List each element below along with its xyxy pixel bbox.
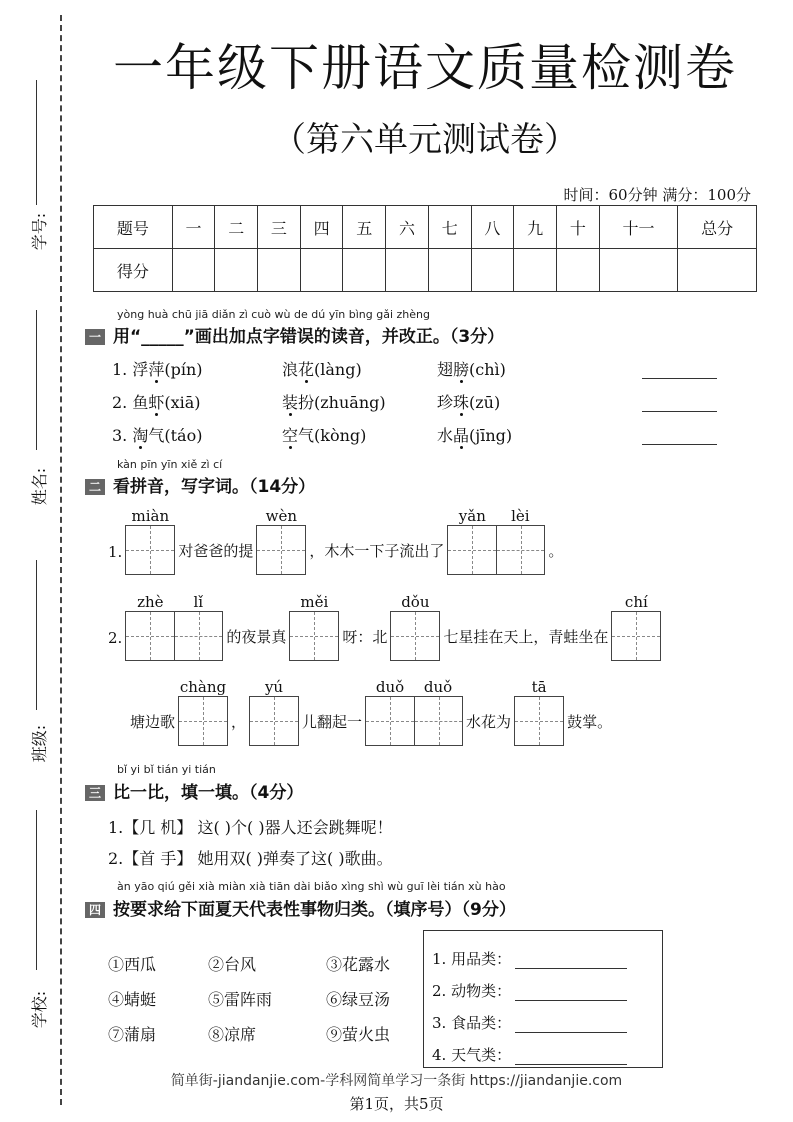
s2-text: 鼓掌。 xyxy=(567,713,613,731)
tianzige-boxes xyxy=(125,525,175,575)
pinyin: tā xyxy=(531,678,547,696)
emphasis-dot xyxy=(460,413,463,416)
summer-item: ⑥绿豆汤 xyxy=(326,990,391,1009)
category-answer-line[interactable] xyxy=(515,1064,627,1065)
writing-box[interactable] xyxy=(257,526,305,574)
s2-text: ， xyxy=(231,713,247,731)
pinyin: dǒu xyxy=(401,593,430,611)
category-label: 3. 食品类： xyxy=(432,1014,512,1032)
score-header-cell: 十一 xyxy=(599,206,678,249)
s1-pinyin: yòng huà chū jiā diǎn zì cuò wù de dú yīn bìng gǎi zhèng xyxy=(117,308,430,321)
s1-word: 空气(kòng) xyxy=(282,426,367,445)
time-score-info: 时间：60分钟 满分：100分 xyxy=(563,186,751,204)
emphasis-dot xyxy=(305,380,308,383)
exam-page: 学号: 姓名: 班级: 学校: 一年级下册语文质量检测卷 （第六单元测试卷） 时间：60分钟 满分：100分 题号 一 二 三 四 五 六 七 八 九 十 十一 总分 得分 yòng huà chū jiā diǎn zì cuò wù de dú yīn bìng gǎi zhèng 一 用“_____”画出加点字错误的读音，并改正。（3分） 1. 浮萍(pín) 浪花(làng) 翅膀(chì) 2. 鱼虾(xiā) 装扮(zhuāng) 珍珠(zū) 3. 淘气(táo) 空气(kòng) 水晶(jīng) kàn pīn yīn xiě zì cí 二 看拼音，写字词。（14分） 1. miàn 对爸爸的提 wèn ，木木一下子流出了 yǎn lèi 。 2. zhè lǐ 的夜景真 měi 呀：北 dǒu 七星挂在天上，青蛙坐在 chí 塘边歌 chàng ， yú 儿翻起一 duǒ duǒ 水花为 tā 鼓掌。 bǐ yi bǐ tián yi tián 三 比一比，填一填。（4分） 1.【几 机】 这( )个( )器人还会跳舞呢！ 2.【首 手】 她用双( )弹奏了这( )歌曲。 àn yāo qiú gěi xià miàn xià tiān dài biǎo xìng shì wù guī lèi tián xù hào 四 按要求给下面夏天代表性事物归类。（填序号）（9分） ①西瓜 ②台风 ③花露水 ④蜻蜓 ⑤雷阵雨 ⑥绿豆汤 ⑦蒲扇 ⑧凉席 ⑨萤火虫 1. 用品类： 2. 动物类： 3. 食品类： 4. 天气类： 简单街-jiandanjie.com-学科网简单学习一条街 https://jiandanjie.com 第1页，共5页 xyxy=(0,0,793,1122)
pinyin: zhè xyxy=(137,593,164,611)
writing-box[interactable] xyxy=(612,612,660,660)
score-row xyxy=(94,249,757,292)
s2-text: 。 xyxy=(548,542,564,560)
s2-pinyin: kàn pīn yīn xiě zì cí xyxy=(117,458,223,471)
writing-box[interactable] xyxy=(250,697,298,745)
footer-watermark: 简单街-jiandanjie.com-学科网简单学习一条街 https://jiandanjie.com xyxy=(170,1073,623,1089)
pinyin: yǎn xyxy=(458,507,486,525)
pinyin: yú xyxy=(264,678,284,696)
tianzige-boxes xyxy=(125,611,223,661)
score-input-cell[interactable] xyxy=(428,249,471,292)
s2-text: 对爸爸的提 xyxy=(178,542,254,560)
s1-word: 翅膀(chì) xyxy=(437,360,506,379)
emphasis-dot xyxy=(155,380,158,383)
s2-text: 2. xyxy=(108,629,123,647)
score-header-cell: 八 xyxy=(471,206,514,249)
pinyin-writing-boxes xyxy=(514,678,564,746)
s1-word: 珍珠(zū) xyxy=(437,393,501,412)
score-header-cell: 三 xyxy=(258,206,301,249)
page-subtitle: （第六单元测试卷） xyxy=(272,120,578,160)
summer-item: ⑧凉席 xyxy=(208,1025,257,1044)
pinyin-label xyxy=(515,678,563,696)
s1-word: 2. 鱼虾(xiā) xyxy=(112,393,201,412)
category-answer-line[interactable] xyxy=(515,968,627,969)
pinyin-label xyxy=(257,507,305,525)
score-input-cell[interactable] xyxy=(172,249,215,292)
s1-word: 浪花(làng) xyxy=(282,360,362,379)
tianzige-boxes xyxy=(256,525,306,575)
s2-text: 呀：北 xyxy=(342,628,388,646)
s1-answer-line[interactable] xyxy=(642,411,717,412)
writing-box[interactable] xyxy=(126,612,174,660)
score-input-cell[interactable] xyxy=(556,249,599,292)
pinyin: měi xyxy=(300,593,329,611)
writing-box[interactable] xyxy=(126,526,174,574)
pinyin: chàng xyxy=(179,678,227,696)
writing-box[interactable] xyxy=(414,697,462,745)
summer-items-list xyxy=(108,952,416,1045)
s2-text: 儿翻起一 xyxy=(302,713,363,731)
writing-box[interactable] xyxy=(515,697,563,745)
writing-box[interactable] xyxy=(496,526,544,574)
tianzige-boxes xyxy=(514,696,564,746)
pinyin: miàn xyxy=(131,507,170,525)
pinyin-writing-boxes xyxy=(125,507,175,575)
score-header-cell: 二 xyxy=(215,206,258,249)
score-header-cell: 十 xyxy=(556,206,599,249)
writing-box[interactable] xyxy=(179,697,227,745)
category-row xyxy=(432,1001,654,1033)
score-input-cell[interactable] xyxy=(471,249,514,292)
section-4-heading: 四 按要求给下面夏天代表性事物归类。（填序号）（9分） xyxy=(85,895,516,920)
pinyin: chí xyxy=(624,593,648,611)
s1-word: 水晶(jīng) xyxy=(437,426,513,445)
writing-box[interactable] xyxy=(174,612,222,660)
writing-box[interactable] xyxy=(290,612,338,660)
s2-sentence-row xyxy=(108,507,563,575)
pinyin-label xyxy=(126,507,174,525)
category-answer-line[interactable] xyxy=(515,1000,627,1001)
section-2-heading: 二 看拼音，写字词。（14分） xyxy=(85,472,315,497)
pinyin-label xyxy=(612,593,660,611)
score-input-cell[interactable] xyxy=(514,249,557,292)
emphasis-dot xyxy=(289,413,292,416)
category-answer-box xyxy=(423,930,663,1068)
section-3-heading: 三 比一比，填一填。（4分） xyxy=(85,778,303,803)
section-1-heading: 一 用“_____”画出加点字错误的读音，并改正。（3分） xyxy=(85,322,504,347)
writing-box[interactable] xyxy=(448,526,496,574)
score-input-cell[interactable] xyxy=(300,249,343,292)
category-label: 4. 天气类： xyxy=(432,1046,512,1064)
pinyin-label xyxy=(250,678,298,696)
pinyin: wèn xyxy=(265,507,298,525)
category-row xyxy=(432,937,654,969)
pinyin: duǒ xyxy=(375,678,405,696)
binding-dashed-line xyxy=(60,15,62,1105)
score-header-row xyxy=(94,206,757,249)
summer-item: ⑨萤火虫 xyxy=(326,1025,391,1044)
page-title: 一年级下册语文质量检测卷 xyxy=(113,39,737,97)
s2-sentence-row xyxy=(108,593,664,661)
page-number: 第1页，共5页 xyxy=(349,1095,444,1113)
pinyin-label xyxy=(448,507,544,525)
tianzige-boxes xyxy=(289,611,339,661)
pinyin-writing-boxes xyxy=(611,593,661,661)
tianzige-boxes xyxy=(178,696,228,746)
s1-answer-line[interactable] xyxy=(642,444,717,445)
writing-box[interactable] xyxy=(366,697,414,745)
score-header-cell: 六 xyxy=(386,206,429,249)
emphasis-dot xyxy=(289,446,292,449)
summer-item: ①西瓜 xyxy=(108,955,157,974)
tianzige-boxes xyxy=(390,611,440,661)
s1-word: 3. 淘气(táo) xyxy=(112,426,203,445)
category-label: 2. 动物类： xyxy=(432,982,512,1000)
s2-sentence-row xyxy=(130,678,612,746)
pinyin: lǐ xyxy=(193,593,204,611)
pinyin-writing-boxes xyxy=(256,507,306,575)
score-header-cell: 五 xyxy=(343,206,386,249)
score-input-cell[interactable] xyxy=(599,249,678,292)
score-input-cell[interactable] xyxy=(678,249,757,292)
pinyin-label xyxy=(391,593,439,611)
pinyin-label xyxy=(290,593,338,611)
score-header-cell: 九 xyxy=(514,206,557,249)
s1-word: 1. 浮萍(pín) xyxy=(112,360,203,379)
pinyin-label xyxy=(366,678,462,696)
s1-word: 装扮(zhuāng) xyxy=(282,393,386,412)
tianzige-boxes xyxy=(365,696,463,746)
summer-item: ②台风 xyxy=(208,955,257,974)
tianzige-boxes xyxy=(447,525,545,575)
pinyin-label xyxy=(126,593,222,611)
pinyin-writing-boxes xyxy=(249,678,299,746)
s1-answer-line[interactable] xyxy=(642,378,717,379)
tianzige-boxes xyxy=(611,611,661,661)
pinyin-label xyxy=(179,678,227,696)
summer-item: ⑦蒲扇 xyxy=(108,1025,157,1044)
summer-item: ③花露水 xyxy=(326,955,391,974)
pinyin-writing-boxes xyxy=(390,593,440,661)
s3-question-2: 2.【首 手】 她用双( )弹奏了这( )歌曲。 xyxy=(108,849,393,868)
score-header-cell: 七 xyxy=(428,206,471,249)
s2-text: 塘边歌 xyxy=(130,713,176,731)
pinyin: lèi xyxy=(511,507,530,525)
emphasis-dot xyxy=(460,446,463,449)
score-header-cell: 四 xyxy=(300,206,343,249)
s2-text: ，木木一下子流出了 xyxy=(309,542,445,560)
tianzige-boxes xyxy=(249,696,299,746)
score-header-cell: 总分 xyxy=(678,206,757,249)
summer-item: ⑤雷阵雨 xyxy=(208,990,273,1009)
emphasis-dot xyxy=(139,446,142,449)
category-row xyxy=(432,969,654,1001)
pinyin-writing-boxes xyxy=(178,678,228,746)
emphasis-dot xyxy=(460,380,463,383)
s2-text: 1. xyxy=(108,543,123,561)
score-input-cell[interactable] xyxy=(343,249,386,292)
emphasis-dot xyxy=(155,413,158,416)
score-input-cell[interactable] xyxy=(215,249,258,292)
category-row xyxy=(432,1033,654,1065)
s4-pinyin: àn yāo qiú gěi xià miàn xià tiān dài biǎo xìng shì wù guī lèi tián xù hào xyxy=(117,880,506,893)
score-input-cell[interactable] xyxy=(258,249,301,292)
s2-text: 的夜景真 xyxy=(226,628,287,646)
pinyin-writing-boxes xyxy=(365,678,463,746)
summer-item: ④蜻蜓 xyxy=(108,990,157,1009)
s3-question-1: 1.【几 机】 这( )个( )器人还会跳舞呢！ xyxy=(108,818,393,837)
s2-text: 水花为 xyxy=(466,713,512,731)
score-header-cell: 一 xyxy=(172,206,215,249)
s2-text: 七星挂在天上，青蛙坐在 xyxy=(443,628,609,646)
score-table xyxy=(93,205,757,292)
score-header-cell: 题号 xyxy=(94,206,173,249)
s3-pinyin: bǐ yi bǐ tián yi tián xyxy=(117,763,216,776)
score-row-label: 得分 xyxy=(94,249,173,292)
category-answer-line[interactable] xyxy=(515,1032,627,1033)
pinyin-writing-boxes xyxy=(447,507,545,575)
writing-box[interactable] xyxy=(391,612,439,660)
category-label: 1. 用品类： xyxy=(432,950,512,968)
pinyin: duǒ xyxy=(423,678,453,696)
pinyin-writing-boxes xyxy=(289,593,339,661)
pinyin-writing-boxes xyxy=(125,593,223,661)
score-input-cell[interactable] xyxy=(386,249,429,292)
